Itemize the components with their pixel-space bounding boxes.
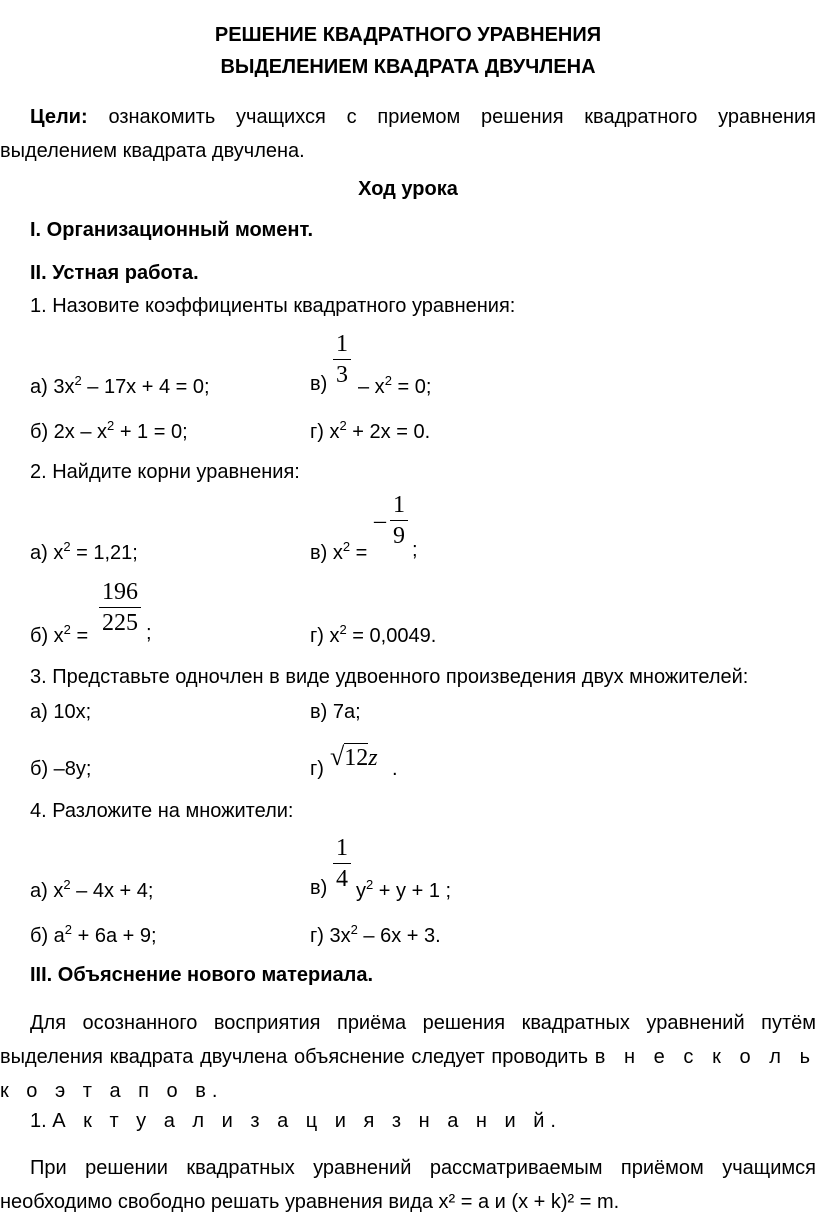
task-2v-tail: ; — [412, 539, 418, 561]
task-3a: а) 10x; — [30, 701, 92, 723]
task-2a: а) $x^2 = 1,21$; — [30, 539, 138, 564]
section-2-heading: II. Устная работа. — [30, 262, 199, 284]
title-line-1: РЕШЕНИЕ КВАДРАТНОГО УРАВНЕНИЯ — [214, 24, 602, 46]
task-4v-prefix: в) — [310, 877, 328, 899]
task-4a: а) $x^2 - 4x + 4$; — [30, 877, 154, 902]
task-3b: б) –8y; — [30, 758, 92, 780]
task-2v: в) $x^2$ = — [310, 539, 368, 564]
task-3-text: 3. Представьте одночлен в виде удвоенного произведения двух множителей: — [30, 666, 749, 688]
task-2-text: 2. Найдите корни уравнения: — [30, 461, 300, 483]
step-1: 1. А к т у а л и з а ц и я з н а н и й. — [30, 1110, 562, 1132]
task-1-text: 1. Назовите коэффициенты квадратного уравнения: — [30, 295, 516, 317]
task-3g-prefix: г) — [310, 758, 324, 780]
task-4v-rest: $y^2 + y + 1$ ; — [356, 877, 452, 902]
task-1v-rest: – $x^2 = 0$; — [358, 373, 432, 398]
task-3v: в) 7a; — [310, 701, 361, 723]
task-2b-fraction: 196 225 — [99, 578, 141, 637]
task-1v-fraction: 1 3 — [333, 330, 351, 389]
task-1b: б) $2x - x^2 + 1 = 0$; — [30, 418, 188, 443]
goals-paragraph — [0, 100, 816, 168]
paragraph-1: Для осознанного восприятия приёма решения квадратных уравнений путём выделения квадрата двучлена объяснение следует проводить в н е с к о л ь к о э т а п о в. — [0, 1012, 816, 1102]
task-2v-minus: – — [374, 508, 386, 534]
title-line-2: ВЫДЕЛЕНИЕМ КВАДРАТА ДВУЧЛЕНА — [220, 56, 596, 78]
goals-text: ознакомить учащихся с приемом решения квадратного уравнения выделением квадрата двучлена. — [0, 106, 816, 162]
section-3-heading: III. Объяснение нового материала. — [30, 964, 374, 986]
task-4g: г) $3x^2 - 6x + 3$. — [310, 922, 441, 947]
sqrt-icon: √ — [330, 742, 345, 771]
task-1g: г) $x^2 + 2x = 0$. — [310, 418, 431, 443]
task-2b: б) $x^2$ = — [30, 622, 89, 647]
task-2v-fraction: 1 9 — [390, 491, 408, 550]
task-1a: а) $3x^2 - 17x + 4 = 0$; — [30, 373, 210, 398]
task-2b-tail: ; — [146, 622, 152, 644]
paragraph-2: При решении квадратных уравнений рассматриваемым приёмом учащимся необходимо свободно решать уравнения вида x² = a и (x + k)² = m. — [0, 1157, 816, 1213]
task-4b: б) $a^2 + 6a + 9$; — [30, 922, 157, 947]
task-2g: г) $x^2 = 0,0049$. — [310, 622, 437, 647]
task-3g-sqrt: √12z — [330, 742, 378, 771]
section-1-heading: I. Организационный момент. — [30, 219, 314, 241]
task-4-text: 4. Разложите на множители: — [30, 800, 294, 822]
task-1v-prefix: в) — [310, 373, 328, 395]
task-3g-tail: . — [392, 758, 398, 780]
goals-label: Цели: — [30, 106, 88, 128]
task-4v-fraction: 1 4 — [333, 834, 351, 893]
lesson-heading: Ход урока — [358, 178, 458, 200]
